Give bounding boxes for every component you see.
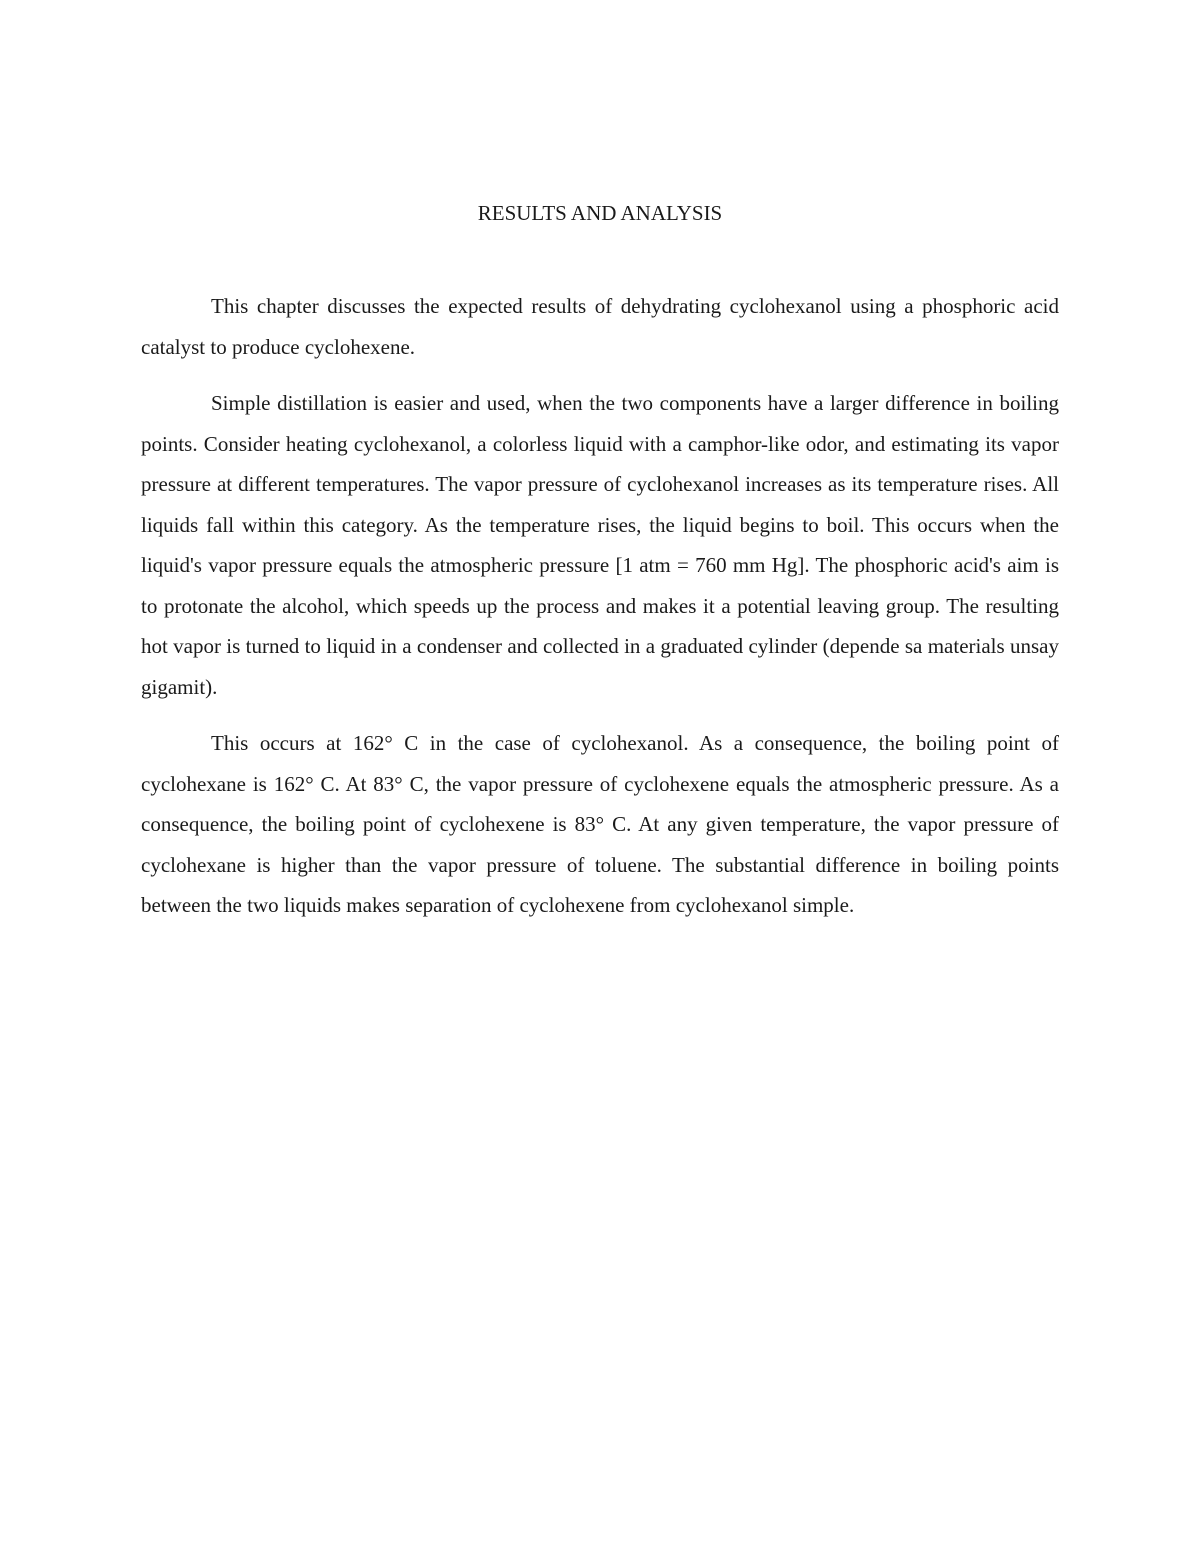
paragraph-distillation: Simple distillation is easier and used, when the two components have a larger difference in boiling points. Consider heating cyclohexanol, a colorless liquid with a camphor-like odor, and estimating its vapor pressure at different temperatures. The vapor pressure of cyclohexanol increases as its temperature rises. All liquids fall within this category. As the temperature rises, the liquid begins to boil. This occurs when the liquid's vapor pressure equals the atmospheric pressure [1 atm = 760 mm Hg]. The phosphoric acid's aim is to protonate the alcohol, which speeds up the process and makes it a potential leaving group. The resulting hot vapor is turned to liquid in a condenser and collected in a graduated cylinder (depende sa materials unsay gigamit). bbox=[141, 391, 1059, 699]
paragraph-boiling-points: This occurs at 162° C in the case of cyclohexanol. As a consequence, the boiling point of cyclohexane is 162° C. At 83° C, the vapor pressure of cyclohexene equals the atmospheric pressure. As a consequence, the boiling point of cyclohexene is 83° C. At any given temperature, the vapor pressure of cyclohexane is higher than the vapor pressure of toluene. The substantial difference in boiling points between the two liquids makes separation of cyclohexene from cyclohexanol simple. bbox=[141, 731, 1059, 917]
section-heading: RESULTS AND ANALYSIS bbox=[477, 201, 723, 225]
paragraph-intro: This chapter discusses the expected results of dehydrating cyclohexanol using a phosphoric acid catalyst to produce cyclohexene. bbox=[141, 294, 1059, 359]
document-body bbox=[141, 198, 1059, 926]
